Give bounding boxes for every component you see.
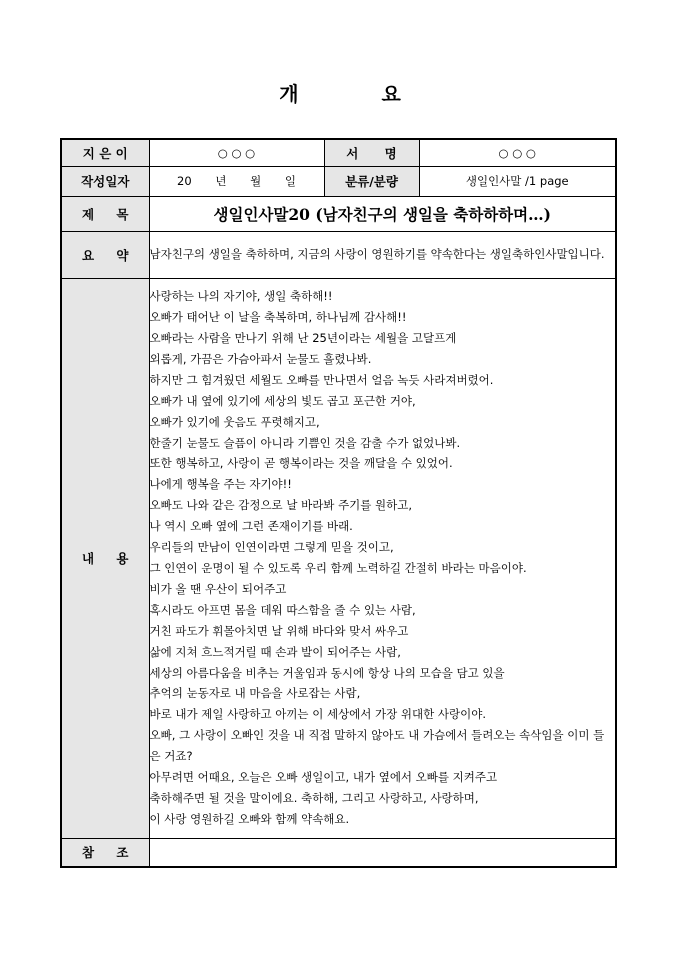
author-label: 지 은 이 xyxy=(61,139,149,166)
content-line: 한줄기 눈물도 슬픔이 아니라 기쁨인 것을 감출 수가 없었나봐. xyxy=(149,435,461,450)
content-line: 나 역시 오빠 옆에 그런 존재이기를 바래. xyxy=(149,519,353,534)
date-row xyxy=(61,166,616,196)
subject-value: 생일인사말20 (남자친구의 생일을 축하하하며…) xyxy=(149,196,616,231)
content-line: 나에게 행복을 주는 자기야!! xyxy=(149,477,292,492)
content-body xyxy=(149,278,616,838)
content-line: 오빠라는 사람을 만나기 위해 난 25년이라는 세월을 고달프게 xyxy=(149,331,457,346)
reference-label: 참 조 xyxy=(61,838,149,867)
date-label: 작성일자 xyxy=(61,166,149,196)
content-line: 아무려면 어때요, 오늘은 오빠 생일이고, 내가 옆에서 오빠를 지켜주고 xyxy=(149,770,498,785)
date-value: 20 년 월 일 xyxy=(149,166,324,196)
content-line: 이 사랑 영원하길 오빠와 함께 약속해요. xyxy=(149,811,350,826)
content-line: 오빠, 그 사랑이 오빠인 것을 내 직접 말하지 않아도 내 가슴에서 들려오는 속삭임을 이미 들은 거죠? xyxy=(149,728,605,764)
content-line: 또한 행복하고, 사랑이 곧 행복이라는 것을 깨달을 수 있었어. xyxy=(149,456,453,471)
page-title: 개 요 xyxy=(279,82,439,106)
content-line: 삶에 지쳐 흐느적거릴 때 손과 발이 되어주는 사람, xyxy=(149,644,401,659)
summary-label: 요 약 xyxy=(61,231,149,278)
reference-value xyxy=(149,838,616,867)
content-line: 비가 올 땐 우산이 되어주고 xyxy=(149,581,287,596)
author-value: ○ ○ ○ xyxy=(149,139,324,166)
content-lines xyxy=(150,286,616,830)
summary-value: 남자친구의 생일을 축하하며, 지금의 사랑이 영원하기를 약속한다는 생일축하인사말입니다. xyxy=(149,231,616,278)
content-line: 외롭게, 가끔은 가슴아파서 눈물도 흘렸나봐. xyxy=(149,351,372,366)
content-line: 그 인연이 운명이 될 수 있도록 우리 함께 노력하길 간절히 바라는 마음이야. xyxy=(149,561,527,575)
outline-form-table xyxy=(60,138,617,868)
content-line: 오빠도 나와 같은 감정으로 날 바라봐 주기를 원하고, xyxy=(149,498,413,513)
summary-row xyxy=(61,231,616,278)
content-line: 혹시라도 아프면 몸을 데워 따스함을 줄 수 있는 사람, xyxy=(149,602,416,617)
signature-value: ○ ○ ○ xyxy=(419,139,616,166)
content-line: 우리들의 만남이 인연이라면 그렇게 믿을 것이고, xyxy=(149,540,394,555)
content-line: 하지만 그 힘겨웠던 세월도 오빠를 만나면서 얼음 녹듯 사라져버렸어. xyxy=(149,372,494,387)
content-label: 내 용 xyxy=(61,278,149,838)
category-value: 생일인사말 /1 page xyxy=(419,166,616,196)
content-line: 추억의 눈동자로 내 마음을 사로잡는 사람, xyxy=(149,686,361,701)
subject-row xyxy=(61,196,616,231)
content-row xyxy=(61,278,616,838)
content-line: 축하해주면 될 것을 말이에요. 축하해, 그리고 사랑하고, 사랑하며, xyxy=(149,790,479,805)
author-row xyxy=(61,139,616,166)
content-line: 오빠가 있기에 웃음도 푸렷해지고, xyxy=(149,414,320,429)
content-line: 사랑하는 나의 자기야, 생일 축하해!! xyxy=(149,289,333,304)
content-line: 오빠가 내 옆에 있기에 세상의 빛도 곱고 포근한 거야, xyxy=(149,393,416,408)
content-line: 바로 내가 제일 사랑하고 아끼는 이 세상에서 가장 위대한 사랑이야. xyxy=(149,707,486,722)
content-line: 세상의 아름다움을 비추는 거울임과 동시에 항상 나의 모습을 담고 있을 xyxy=(149,665,505,680)
signature-label: 서 명 xyxy=(324,139,419,166)
category-label: 분류/분량 xyxy=(324,166,419,196)
subject-label: 제 목 xyxy=(61,196,149,231)
reference-row xyxy=(61,838,616,867)
content-line: 오빠가 태어난 이 날을 축복하며, 하나님께 감사해!! xyxy=(149,310,407,325)
content-line: 거친 파도가 휘몰아치면 날 위해 바다와 맞서 싸우고 xyxy=(149,623,409,638)
